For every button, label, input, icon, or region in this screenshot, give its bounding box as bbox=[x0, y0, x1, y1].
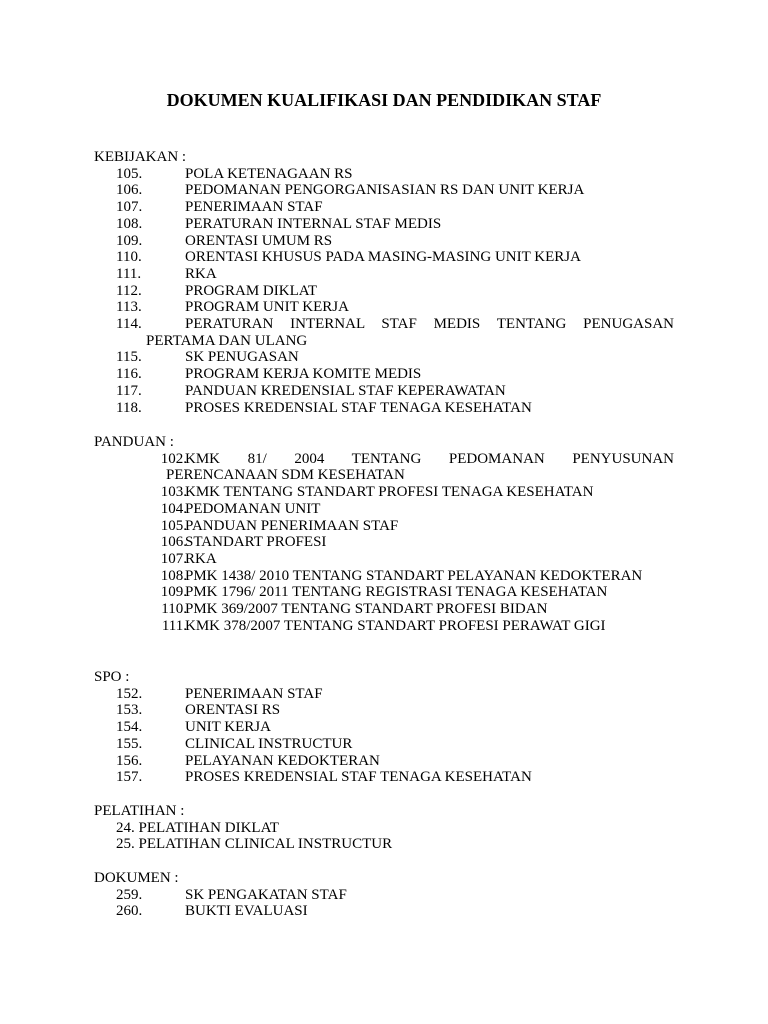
item-text: ORENTASI KHUSUS PADA MASING-MASING UNIT KERJA bbox=[185, 249, 581, 266]
list-item bbox=[94, 702, 674, 719]
item-number: 110. bbox=[161, 601, 187, 618]
section-spo bbox=[94, 669, 674, 786]
item-number: 154. bbox=[116, 719, 143, 736]
item-number: 117. bbox=[116, 382, 142, 399]
item-number: 156. bbox=[116, 752, 143, 769]
list-item bbox=[94, 601, 674, 618]
list-item bbox=[94, 484, 674, 501]
section-dokumen bbox=[94, 870, 674, 920]
item-text: PROSES KREDENSIAL STAF TENAGA KESEHATAN bbox=[185, 769, 532, 786]
list-item bbox=[94, 686, 674, 703]
item-text-continuation: PERENCANAAN SDM KESEHATAN bbox=[166, 467, 405, 484]
item-text: PANDUAN KREDENSIAL STAF KEPERAWATAN bbox=[185, 382, 506, 399]
section-pelatihan bbox=[94, 803, 674, 853]
item-number: 108. bbox=[116, 215, 143, 232]
item-text-continuation: PERTAMA DAN ULANG bbox=[146, 332, 308, 349]
item-text: KMK TENTANG STANDART PROFESI TENAGA KESEHATAN bbox=[185, 484, 594, 501]
list-item bbox=[94, 283, 674, 300]
item-number: 118. bbox=[116, 399, 142, 416]
document-title: DOKUMEN KUALIFIKASI DAN PENDIDIKAN STAF bbox=[166, 90, 602, 110]
item-number: 107. bbox=[160, 550, 187, 567]
list-item bbox=[94, 166, 674, 183]
item-number: 104. bbox=[160, 500, 187, 517]
item-text: PROGRAM DIKLAT bbox=[185, 282, 318, 299]
list-item bbox=[94, 216, 674, 233]
item-number: 157. bbox=[116, 769, 143, 786]
item-number: 155. bbox=[116, 735, 143, 752]
list-item bbox=[94, 753, 674, 770]
item-text: BUKTI EVALUASI bbox=[185, 903, 308, 920]
item-number: 109. bbox=[116, 232, 143, 249]
item-number: 110. bbox=[116, 249, 142, 266]
list-item bbox=[94, 451, 674, 484]
item-number: 24. bbox=[116, 819, 135, 836]
item-text: PERATURAN INTERNAL STAF MEDIS TENTANG PENUGASAN bbox=[185, 316, 674, 333]
list-item bbox=[94, 366, 674, 383]
item-text: PANDUAN PENERIMAAN STAF bbox=[185, 517, 399, 534]
list-item bbox=[94, 551, 674, 568]
item-number: 259. bbox=[116, 886, 143, 903]
item-number: 111. bbox=[116, 265, 142, 282]
item-number: 103. bbox=[160, 484, 187, 501]
item-text: PELATIHAN DIKLAT bbox=[138, 819, 279, 836]
list-item bbox=[94, 316, 674, 349]
section-heading: SPO : bbox=[94, 669, 130, 685]
item-number: 115. bbox=[116, 349, 142, 366]
item-text: PEDOMANAN PENGORGANISASIAN RS DAN UNIT KERJA bbox=[185, 182, 585, 199]
list-item bbox=[94, 584, 674, 601]
list-item bbox=[94, 299, 674, 316]
item-text: SK PENUGASAN bbox=[185, 349, 299, 366]
item-text: PROGRAM UNIT KERJA bbox=[185, 299, 349, 316]
item-text: POLA KETENAGAAN RS bbox=[185, 165, 353, 182]
item-number: 112. bbox=[116, 282, 142, 299]
item-text: KMK 81/ 2004 TENTANG PEDOMANAN PENYUSUNAN bbox=[185, 450, 674, 467]
item-text: STANDART PROFESI bbox=[185, 534, 327, 551]
item-number: 153. bbox=[116, 702, 143, 719]
list-item bbox=[94, 249, 674, 266]
list-item bbox=[94, 518, 674, 535]
item-number: 116. bbox=[116, 366, 142, 383]
item-text: PEDOMANAN UNIT bbox=[185, 500, 321, 517]
list-item bbox=[94, 836, 674, 853]
item-text: SK PENGAKATAN STAF bbox=[185, 886, 347, 903]
item-number: 152. bbox=[116, 685, 143, 702]
list-item bbox=[94, 887, 674, 904]
item-text: PENERIMAAN STAF bbox=[185, 199, 323, 216]
item-number: 114. bbox=[116, 316, 142, 333]
item-text: CLINICAL INSTRUCTUR bbox=[185, 735, 353, 752]
item-number: 111. bbox=[161, 617, 187, 634]
item-text: UNIT KERJA bbox=[185, 719, 271, 736]
list-item bbox=[94, 618, 674, 635]
section-heading: KEBIJAKAN : bbox=[94, 149, 187, 165]
item-number: 260. bbox=[116, 903, 143, 920]
item-number: 25. bbox=[116, 836, 135, 853]
item-text: PROSES KREDENSIAL STAF TENAGA KESEHATAN bbox=[185, 399, 532, 416]
list-item bbox=[94, 736, 674, 753]
section-panduan bbox=[94, 434, 674, 634]
item-text: KMK 378/2007 TENTANG STANDART PROFESI PERAWAT GIGI bbox=[185, 617, 606, 634]
item-text: PMK 1796/ 2011 TENTANG REGISTRASI TENAGA KESEHATAN bbox=[185, 584, 608, 601]
list-item bbox=[94, 199, 674, 216]
item-number: 107. bbox=[116, 199, 143, 216]
list-item bbox=[94, 383, 674, 400]
list-item bbox=[94, 719, 674, 736]
item-number: 106. bbox=[160, 534, 187, 551]
section-heading: PANDUAN : bbox=[94, 434, 174, 450]
item-text: PERATURAN INTERNAL STAF MEDIS bbox=[185, 215, 442, 232]
item-text: PENERIMAAN STAF bbox=[185, 685, 323, 702]
item-text: PMK 1438/ 2010 TENTANG STANDART PELAYANAN KEDOKTERAN bbox=[185, 567, 643, 584]
item-number: 102. bbox=[160, 450, 187, 467]
list-item bbox=[94, 266, 674, 283]
list-item bbox=[94, 233, 674, 250]
item-number: 108. bbox=[160, 567, 187, 584]
section-heading: PELATIHAN : bbox=[94, 803, 185, 819]
list-item bbox=[94, 769, 674, 786]
item-text: RKA bbox=[185, 265, 217, 282]
item-text: PMK 369/2007 TENTANG STANDART PROFESI BIDAN bbox=[185, 601, 548, 618]
list-item bbox=[94, 349, 674, 366]
item-number: 105. bbox=[160, 517, 187, 534]
item-text: PELAYANAN KEDOKTERAN bbox=[185, 752, 380, 769]
list-item bbox=[94, 534, 674, 551]
list-item bbox=[94, 501, 674, 518]
list-item bbox=[94, 820, 674, 837]
list-item bbox=[94, 182, 674, 199]
item-number: 105. bbox=[116, 165, 143, 182]
item-text: RKA bbox=[185, 550, 217, 567]
item-number: 106. bbox=[116, 182, 143, 199]
list-item bbox=[94, 903, 674, 920]
item-number: 113. bbox=[116, 299, 142, 316]
item-text: PELATIHAN CLINICAL INSTRUCTUR bbox=[138, 836, 393, 853]
item-number: 109. bbox=[160, 584, 187, 601]
item-text: ORENTASI UMUM RS bbox=[185, 232, 333, 249]
section-kebijakan bbox=[94, 149, 674, 416]
item-text: PROGRAM KERJA KOMITE MEDIS bbox=[185, 366, 422, 383]
item-text: ORENTASI RS bbox=[185, 702, 281, 719]
list-item bbox=[94, 568, 674, 585]
list-item bbox=[94, 400, 674, 417]
section-heading: DOKUMEN : bbox=[94, 870, 179, 886]
